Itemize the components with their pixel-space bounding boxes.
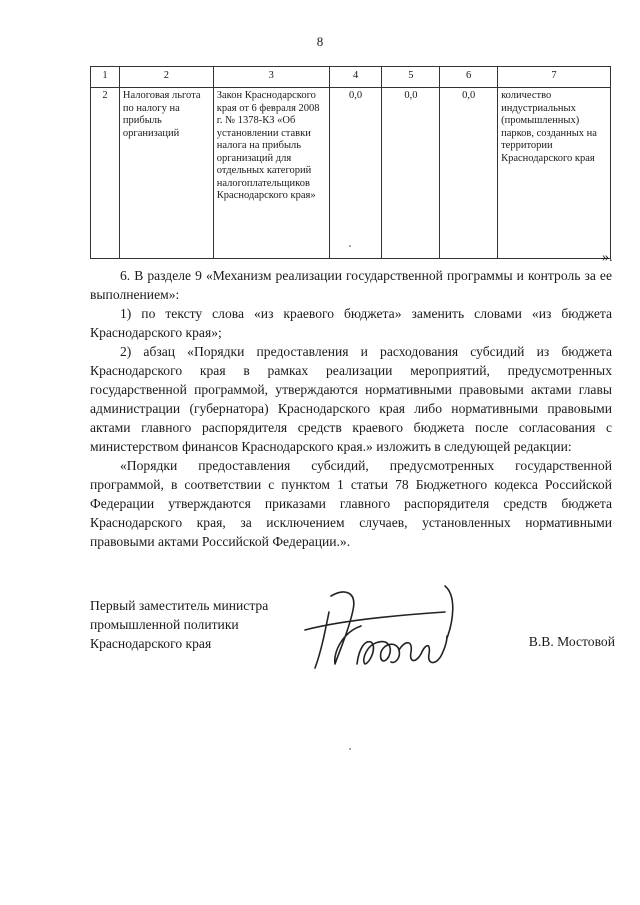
scan-speck <box>349 245 351 247</box>
value-cell: 0,0 <box>329 88 382 259</box>
value-cell: 0,0 <box>382 88 440 259</box>
signatory-name: В.В. Мостовой <box>528 634 615 649</box>
paragraph: 6. В разделе 9 «Механизм реализации государственной программы и контроль за ее выполнением»: <box>90 268 612 302</box>
signatory-title-line: Первый заместитель министра <box>90 598 269 613</box>
handwritten-signature <box>295 582 505 682</box>
scan-speck <box>349 748 351 750</box>
paragraph: 2) абзац «Порядки предоставления и расходования субсидий из бюджета Краснодарского края в рамках реализации мероприятий, предусмотренных государственной программой, утверждаются нормативными правовыми актами главы администрации (губернатора) Краснодарского края либо нормативными правовыми актами главного распорядителя средств краевого бюджета после согласования с министерством финансов Краснодарского края.» изложить в следующей редакции: <box>90 344 612 454</box>
table-header-cell: 4 <box>329 67 382 88</box>
signature-block <box>90 596 615 676</box>
indicator-cell: количество индустриальных (промышленных) парков, созданных на территории Краснодарского края <box>498 88 611 259</box>
benefit-name-cell: Налоговая льгота по налогу на прибыль организаций <box>119 88 213 259</box>
row-number-cell: 2 <box>91 88 120 259</box>
table-header-cell: 6 <box>440 67 498 88</box>
table-header-cell: 7 <box>498 67 611 88</box>
appendix-table <box>90 66 611 259</box>
table-header-cell: 5 <box>382 67 440 88</box>
table-header-cell: 1 <box>91 67 120 88</box>
value-cell: 0,0 <box>440 88 498 259</box>
table-closing-quote: ». <box>602 250 613 265</box>
table-row <box>91 88 611 259</box>
law-reference-cell: Закон Краснодарского края от 6 февраля 2008 г. № 1378-КЗ «Об установлении ставки налога на прибыль организаций для отдельных категорий налогоплательщиков Краснодарского края» <box>213 88 329 259</box>
paragraph: «Порядки предоставления субсидий, предусмотренных государственной программой, в соответствии с пунктом 1 статьи 78 Бюджетного кодекса Российской Федерации утверждаются приказами главного распорядителя средств бюджета Краснодарского края, за исключением случаев, установленных нормативными правовыми актами Российской Федерации.». <box>90 458 612 549</box>
paragraph: 1) по тексту слова «из краевого бюджета» заменить словами «из бюджета Краснодарского края»; <box>90 306 612 340</box>
signatory-title-line: промышленной политики <box>90 617 239 632</box>
document-body <box>90 266 612 551</box>
page-number: 8 <box>316 34 324 49</box>
table-header-cell: 2 <box>119 67 213 88</box>
table-header-row <box>91 67 611 88</box>
table-header-cell: 3 <box>213 67 329 88</box>
signatory-title-line: Краснодарского края <box>90 636 212 651</box>
